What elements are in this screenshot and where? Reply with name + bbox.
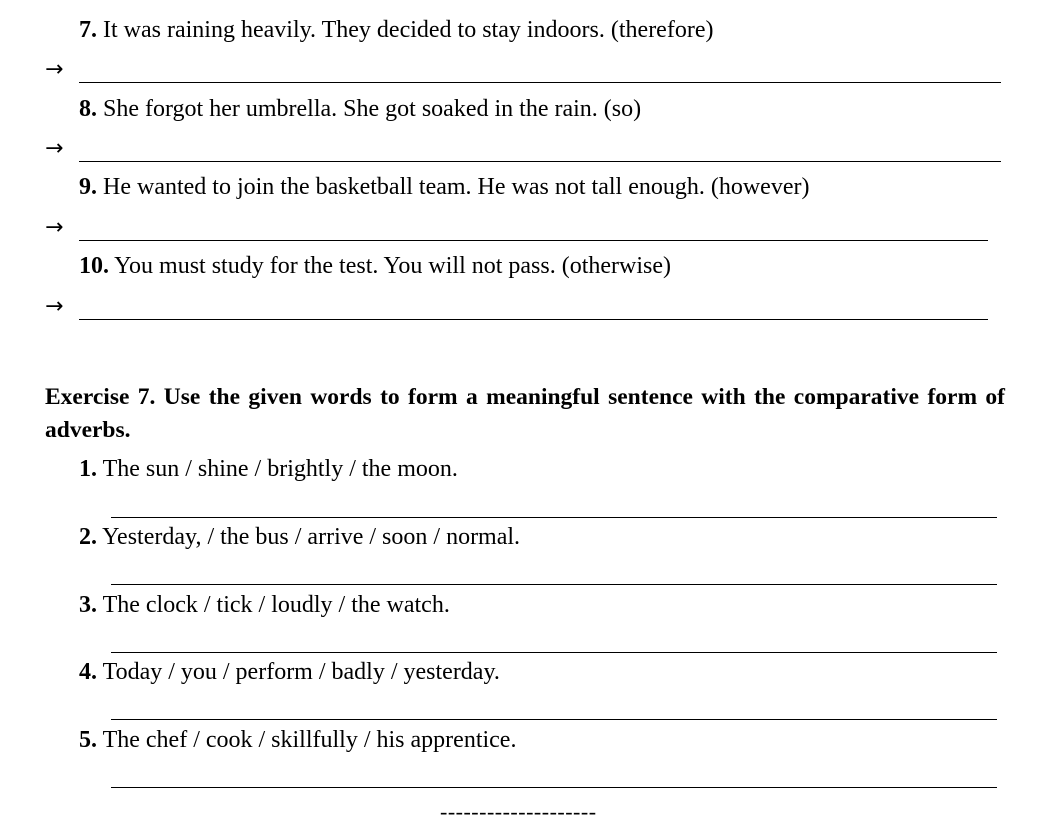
exercise-7-title: Exercise 7. Use the given words to form a meaningful sentence with the comparative form of adverbs. <box>45 384 1005 443</box>
question-10 <box>79 252 671 280</box>
exercise-7-item-2 <box>79 523 520 551</box>
question-8 <box>79 95 641 123</box>
answer-line[interactable] <box>79 240 988 241</box>
exercise-7-item-1 <box>79 455 458 483</box>
answer-arrow-icon: → <box>45 57 64 82</box>
question-text: Yesterday, / the bus / arrive / soon / normal. <box>102 524 521 550</box>
answer-arrow-icon: → <box>45 294 64 319</box>
question-number: 8. <box>79 96 97 122</box>
exercise-7-item-4 <box>79 658 500 686</box>
question-text: The chef / cook / skillfully / his apprentice. <box>102 727 517 753</box>
exercise-7-item-5 <box>79 726 516 754</box>
answer-line[interactable] <box>111 719 997 720</box>
question-text: The sun / shine / brightly / the moon. <box>102 456 458 482</box>
answer-line[interactable] <box>111 584 997 585</box>
answer-line[interactable] <box>79 319 988 320</box>
answer-line[interactable] <box>111 787 997 788</box>
answer-arrow-icon: → <box>45 136 64 161</box>
answer-line[interactable] <box>79 82 1001 83</box>
question-text: You must study for the test. You will not pass. (otherwise) <box>114 253 672 279</box>
question-number: 7. <box>79 17 97 43</box>
question-number: 1. <box>79 456 97 482</box>
answer-line[interactable] <box>111 517 997 518</box>
question-text: It was raining heavily. They decided to stay indoors. (therefore) <box>103 17 714 43</box>
question-number: 9. <box>79 174 97 200</box>
end-divider: -------------------- <box>440 799 597 824</box>
question-number: 5. <box>79 727 97 753</box>
exercise-7-item-3 <box>79 591 450 619</box>
answer-line[interactable] <box>79 161 1001 162</box>
question-text: Today / you / perform / badly / yesterday. <box>102 659 500 685</box>
question-number: 2. <box>79 524 97 550</box>
question-number: 3. <box>79 592 97 618</box>
question-7 <box>79 16 713 44</box>
question-9 <box>79 173 809 201</box>
question-text: The clock / tick / loudly / the watch. <box>102 592 450 618</box>
question-text: He wanted to join the basketball team. He was not tall enough. (however) <box>103 174 810 200</box>
answer-line[interactable] <box>111 652 997 653</box>
question-text: She forgot her umbrella. She got soaked in the rain. (so) <box>103 96 642 122</box>
question-number: 4. <box>79 659 97 685</box>
answer-arrow-icon: → <box>45 215 64 240</box>
question-number: 10. <box>79 253 109 279</box>
